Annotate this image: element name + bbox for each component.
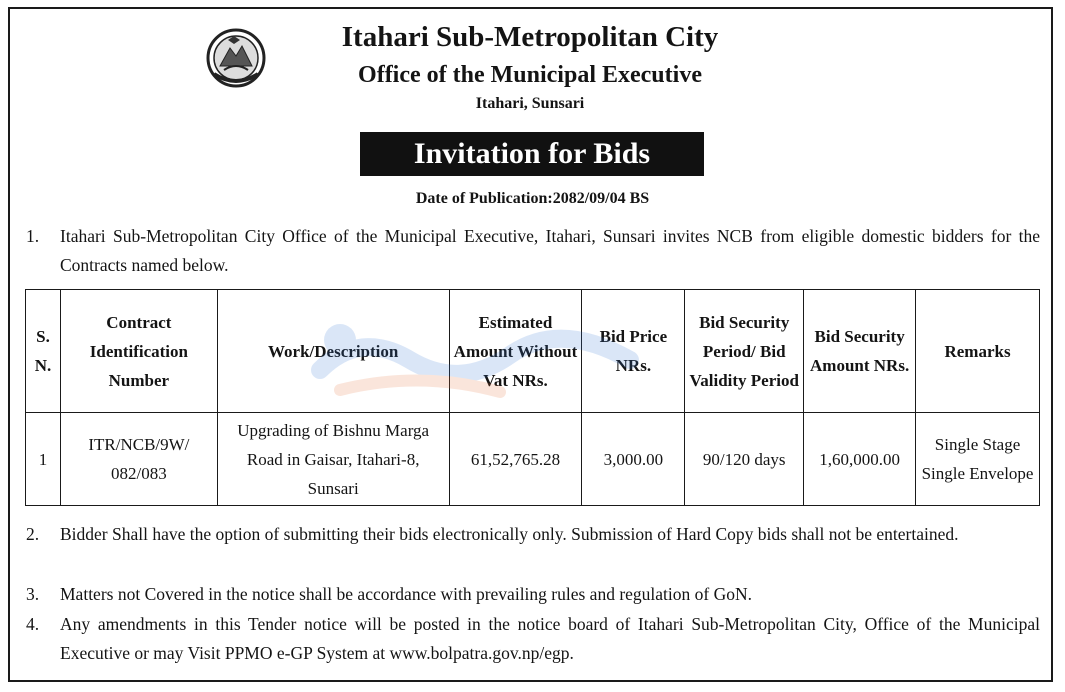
paragraph-number: 4. xyxy=(26,614,40,634)
paragraph-3 xyxy=(26,580,1040,609)
paragraph-number: 1. xyxy=(26,226,40,246)
column-header: Bid Security Period/ Bid Validity Period xyxy=(685,290,804,413)
org-name: Itahari Sub-Metropolitan City xyxy=(341,21,719,53)
column-header: Bid Price NRs. xyxy=(582,290,685,413)
paragraph-text: Any amendments in this Tender notice will be posted in the notice board of Itahari Sub-Metropolitan City, Office of the Municipal Executive or may Visit PPMO e-GP System at www.bolpatra.gov.np/egp. xyxy=(60,614,1040,663)
cell-bid-price: 3,000.00 xyxy=(582,413,685,506)
column-header: Estimated Amount Without Vat NRs. xyxy=(449,290,582,413)
paragraph-text: Itahari Sub-Metropolitan City Office of the Municipal Executive, Itahari, Sunsari invites NCB from eligible domestic bidders for the Contracts named below. xyxy=(60,226,1040,275)
table-header-row xyxy=(26,290,1040,413)
cell-description: Upgrading of Bishnu Marga Road in Gaisar, Itahari-8, Sunsari xyxy=(217,413,449,506)
column-header: Contract Identification Number xyxy=(60,290,217,413)
paragraph-4 xyxy=(26,610,1040,668)
bids-table xyxy=(25,289,1040,506)
column-header: Remarks xyxy=(916,290,1040,413)
cell-estimated-amount: 61,52,765.28 xyxy=(449,413,582,506)
office-location: Itahari, Sunsari xyxy=(475,95,585,112)
paragraph-text: Matters not Covered in the notice shall be accordance with prevailing rules and regulation of GoN. xyxy=(60,584,753,604)
paragraph-2 xyxy=(26,520,1040,549)
nepal-emblem-icon xyxy=(204,26,268,90)
column-header: Bid Security Amount NRs. xyxy=(804,290,916,413)
table-row xyxy=(26,413,1040,506)
cell-contract-id: ITR/NCB/9W/ 082/083 xyxy=(60,413,217,506)
paragraph-1 xyxy=(26,222,1040,280)
cell-security-amount: 1,60,000.00 xyxy=(804,413,916,506)
cell-remarks: Single Stage Single Envelope xyxy=(916,413,1040,506)
column-header: S. N. xyxy=(26,290,61,413)
notice-title: Invitation for Bids xyxy=(360,132,704,176)
cell-sn: 1 xyxy=(26,413,61,506)
paragraph-text: Bidder Shall have the option of submitting their bids electronically only. Submission of Hard Copy bids shall not be entertained. xyxy=(60,524,959,544)
column-header: Work/Description xyxy=(217,290,449,413)
cell-validity: 90/120 days xyxy=(685,413,804,506)
publication-date: Date of Publication:2082/09/04 BS xyxy=(415,190,650,207)
paragraph-number: 2. xyxy=(26,524,40,544)
office-name: Office of the Municipal Executive xyxy=(358,62,702,88)
paragraph-number: 3. xyxy=(26,584,40,604)
